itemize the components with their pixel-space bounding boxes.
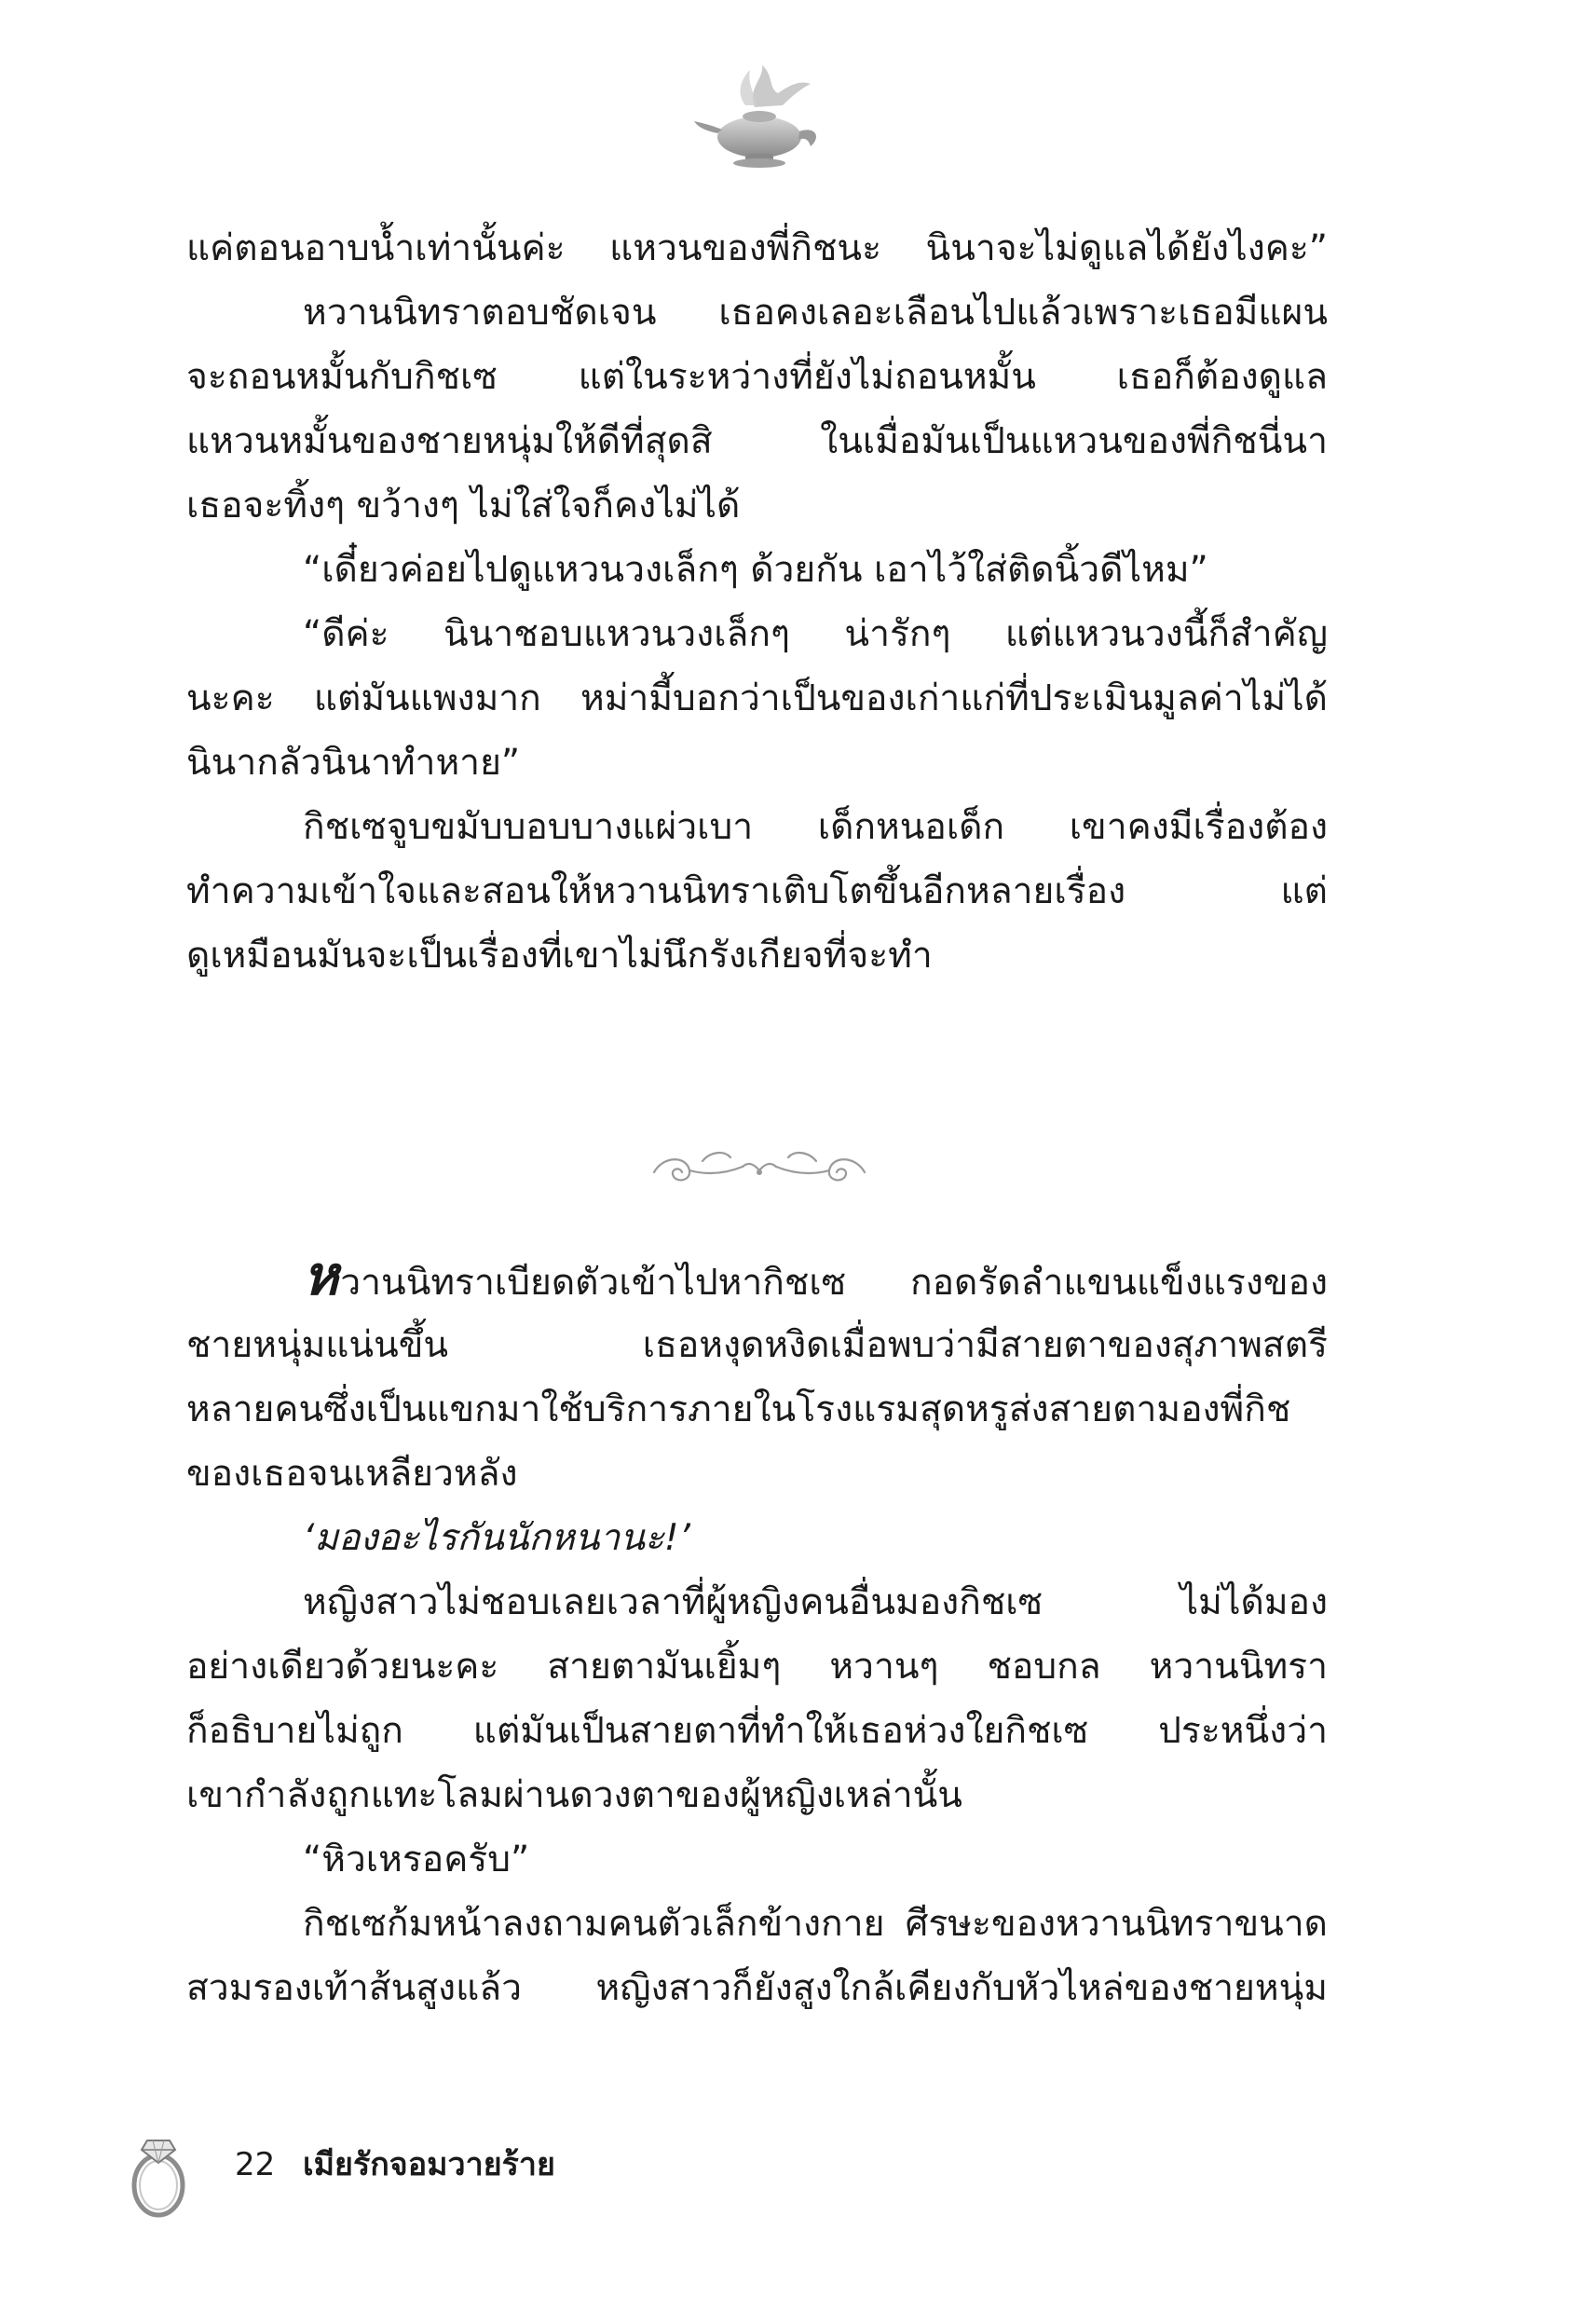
book-title: เมียรักจอมวายร้าย (303, 2146, 555, 2183)
paragraph-line: “ดีค่ะ นินาชอบแหวนวงเล็กๆ น่ารักๆ แต่แหวนวงนี้ก็สำคัญ (303, 613, 1328, 655)
paragraph-line: แค่ตอนอาบน้ำเท่านั้นค่ะ แหวนของพี่กิชนะ นินาจะไม่ดูแลได้ยังไงคะ” (186, 227, 1328, 269)
paragraph-line: หญิงสาวไม่ชอบเลยเวลาที่ผู้หญิงคนอื่นมองกิชเซ ไม่ได้มอง (303, 1581, 1328, 1623)
diamond-ring-icon (121, 2120, 196, 2222)
paragraph-line: ชายหนุ่มแน่นขึ้น เธอหงุดหงิดเมื่อพบว่ามีสายตาของสุภาพสตรี (186, 1324, 1328, 1366)
drop-cap: ห (303, 1249, 339, 1307)
paragraph-line: ดูเหมือนมันจะเป็นเรื่องที่เขาไม่นึกรังเกียจที่จะทำ (186, 935, 933, 977)
paragraph-line: อย่างเดียวด้วยนะคะ สายตามันเยิ้มๆ หวานๆ ชอบกล หวานนิทรา (186, 1646, 1328, 1688)
paragraph-line: เธอจะทิ้งๆ ขว้างๆ ไม่ใส่ใจก็คงไม่ได้ (186, 485, 741, 526)
paragraph-line: นินากลัวนินาทำหาย” (186, 742, 521, 784)
paragraph-line: แหวนหมั้นของชายหนุ่มให้ดีที่สุดสิ ในเมื่อมันเป็นแหวนของพี่กิชนี่นา (186, 420, 1328, 462)
paragraph-line: ก็อธิบายไม่ถูก แต่มันเป็นสายตาที่ทำให้เธอห่วงใยกิชเซ ประหนึ่งว่า (186, 1710, 1328, 1752)
paragraph-line: กิชเซจูบขมับบอบบางแผ่วเบา เด็กหนอเด็ก เขาคงมีเรื่องต้อง (303, 806, 1328, 848)
paragraph-line: นะคะ แต่มันแพงมาก หม่ามี้บอกว่าเป็นของเก่าแก่ที่ประเมินมูลค่าไม่ได้ (186, 677, 1328, 719)
paragraph-line: กิชเซก้มหน้าลงถามคนตัวเล็กข้างกาย ศีรษะของหวานนิทราขนาด (303, 1903, 1328, 1945)
paragraph-line: “หิวเหรอครับ” (303, 1839, 530, 1880)
section-1 (186, 216, 1328, 988)
page-number: 22 (235, 2146, 276, 2183)
paragraph-line: หลายคนซึ่งเป็นแขกมาใช้บริการภายในโรงแรมสุดหรูส่งสายตามองพี่กิช (186, 1388, 1291, 1430)
paragraph-line: จะถอนหมั้นกับกิชเซ แต่ในระหว่างที่ยังไม่ถอนหมั้น เธอก็ต้องดูแล (186, 356, 1328, 398)
first-line-text: วานนิทราเบียดตัวเข้าไปหากิชเซ กอดรัดลำแขนแข็งแรงของ (340, 1262, 1328, 1304)
paragraph-line: ‘มองอะไรกันนักหนานะ!’ (303, 1517, 690, 1559)
paragraph-line: ของเธอจนเหลียวหลัง (186, 1453, 518, 1495)
paragraph-line: เขากำลังถูกแทะโลมผ่านดวงตาของผู้หญิงเหล่านั้น (186, 1774, 962, 1816)
paragraph-line: หวานนิทราตอบชัดเจน เธอคงเลอะเลือนไปแล้วเพราะเธอมีแผน (303, 292, 1328, 334)
paragraph-line: สวมรองเท้าส้นสูงแล้ว หญิงสาวก็ยังสูงใกล้เคียงกับหัวไหล่ของชายหนุ่ม (186, 1967, 1328, 2009)
section-2 (186, 1249, 1328, 2020)
paragraph-line: ทำความเข้าใจและสอนให้หวานนิทราเติบโตขึ้นอีกหลายเรื่อง แต่ (186, 870, 1328, 912)
genie-lamp-icon (689, 51, 829, 172)
page-footer (121, 2120, 680, 2222)
paragraph-line: “เดี๋ยวค่อยไปดูแหวนวงเล็กๆ ด้วยกัน เอาไว้ใส่ติดนิ้วดีไหม” (303, 549, 1208, 591)
paragraph-first-line (186, 1249, 1328, 1313)
scroll-ornament-divider (645, 1144, 874, 1191)
